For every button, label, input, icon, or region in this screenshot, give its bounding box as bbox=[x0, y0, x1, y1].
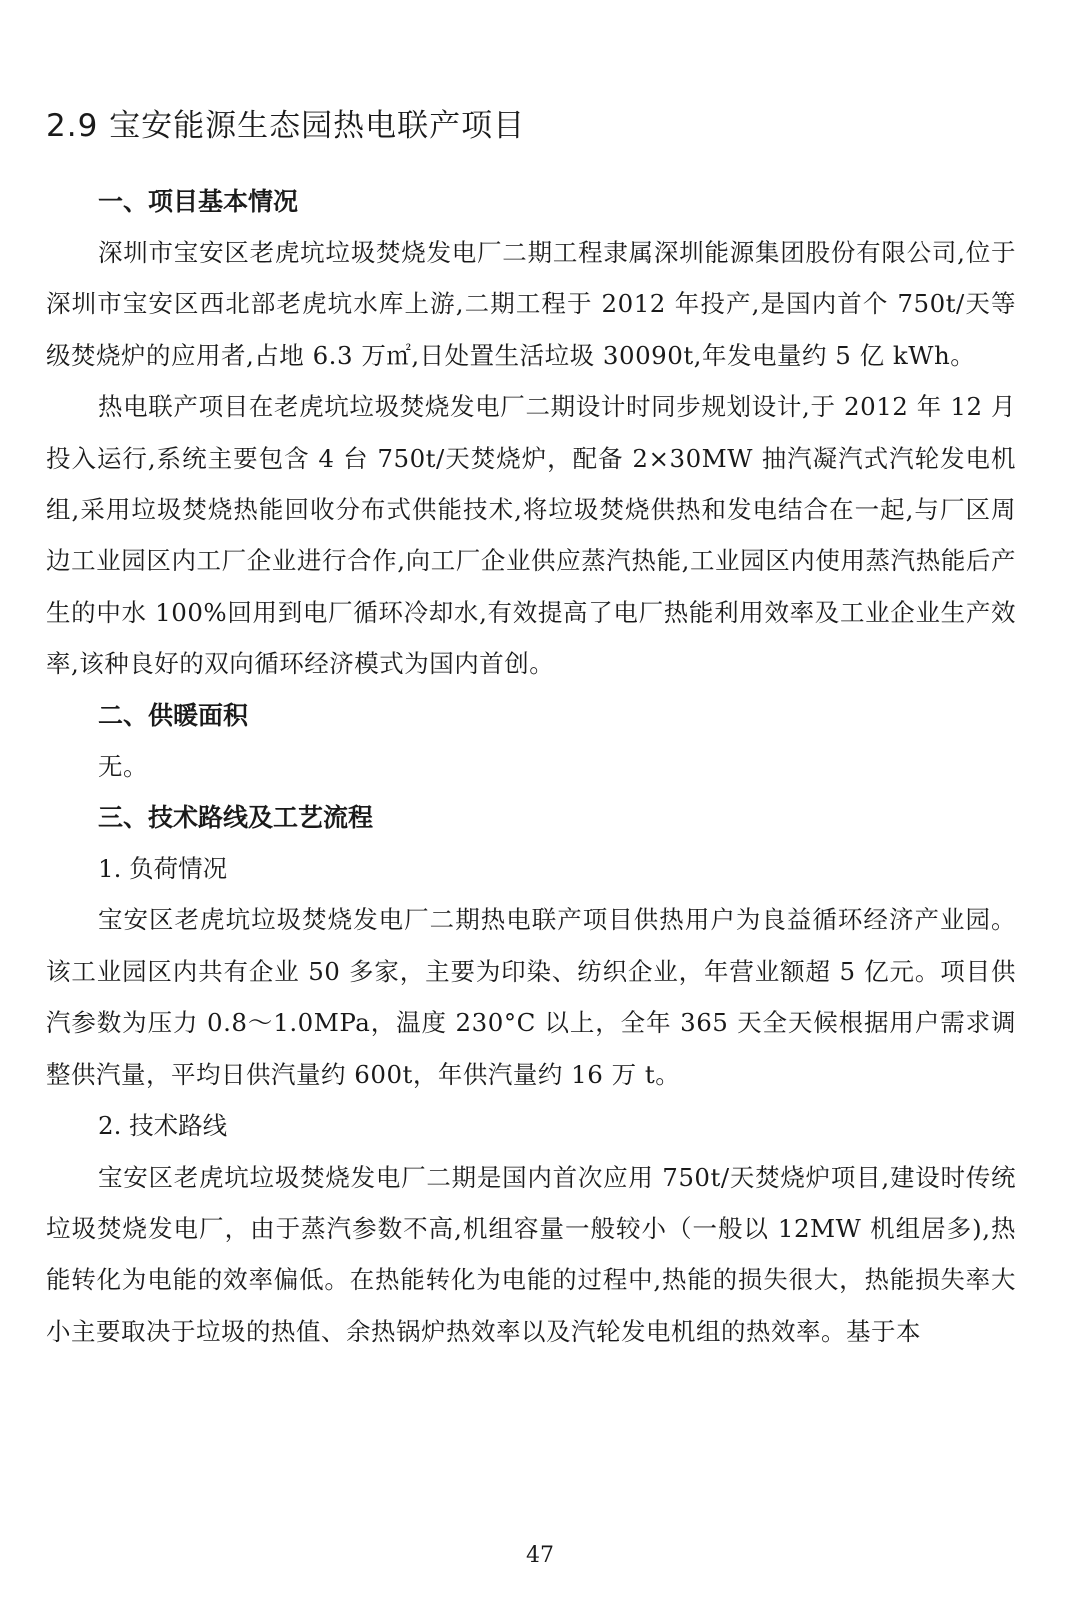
paragraph-load: 宝安区老虎坑垃圾焚烧发电厂二期热电联产项目供热用户为良益循环经济产业园。该工业园区内共有企业 50 多家，主要为印染、纺织企业，年营业额超 5 亿元。项目供汽参数为压力 0.8～1.0MPa，温度 230°C 以上，全年 365 天全天候根据用户需求调整供汽量，平均日供汽量约 600t，年供汽量约 16 万 t。 bbox=[46, 905, 1016, 1089]
page-number: 47 bbox=[526, 1543, 554, 1568]
paragraph-basic-info-1: 深圳市宝安区老虎坑垃圾焚烧发电厂二期工程隶属深圳能源集团股份有限公司,位于深圳市宝安区西北部老虎坑水库上游,二期工程于 2012 年投产,是国内首个 750t/天等级焚烧炉的应用者,占地 6.3 万㎡,日处置生活垃圾 30090t,年发电量约 5 亿 kWh。 bbox=[46, 238, 1016, 370]
paragraph-technical-route: 宝安区老虎坑垃圾焚烧发电厂二期是国内首次应用 750t/天焚烧炉项目,建设时传统垃圾焚烧发电厂，由于蒸汽参数不高,机组容量一般较小（一般以 12MW 机组居多),热能转化为电能的效率偏低。在热能转化为电能的过程中,热能的损失很大，热能损失率大小主要取决于垃圾的热值、余热锅炉热效率以及汽轮发电机组的热效率。基于本 bbox=[46, 1162, 1016, 1346]
subheading-technical-route: 2. 技术路线 bbox=[98, 1111, 228, 1141]
heading-heating-area: 二、供暖面积 bbox=[98, 700, 249, 730]
subheading-load: 1. 负荷情况 bbox=[98, 854, 228, 884]
section-title: 2.9 宝安能源生态园热电联产项目 bbox=[46, 108, 526, 144]
paragraph-heating-area: 无。 bbox=[98, 751, 148, 781]
heading-basic-info: 一、项目基本情况 bbox=[98, 187, 299, 216]
document-body bbox=[46, 176, 1016, 1357]
paragraph-basic-info-2: 热电联产项目在老虎坑垃圾焚烧发电厂二期设计时同步规划设计,于 2012 年 12 月投入运行,系统主要包含 4 台 750t/天焚烧炉，配备 2×30MW 抽汽凝汽式汽轮发电机组,采用垃圾焚烧热能回收分布式供能技术,将垃圾焚烧供热和发电结合在一起,与厂区周边工业园区内工厂企业进行合作,向工厂企业供应蒸汽热能,工业园区内使用蒸汽热能后产生的中水 100%回用到电厂循环冷却水,有效提高了电厂热能利用效率及工业企业生产效率,该种良好的双向循环经济模式为国内首创。 bbox=[46, 392, 1016, 679]
heading-technical-route: 三、技术路线及工艺流程 bbox=[98, 803, 374, 833]
